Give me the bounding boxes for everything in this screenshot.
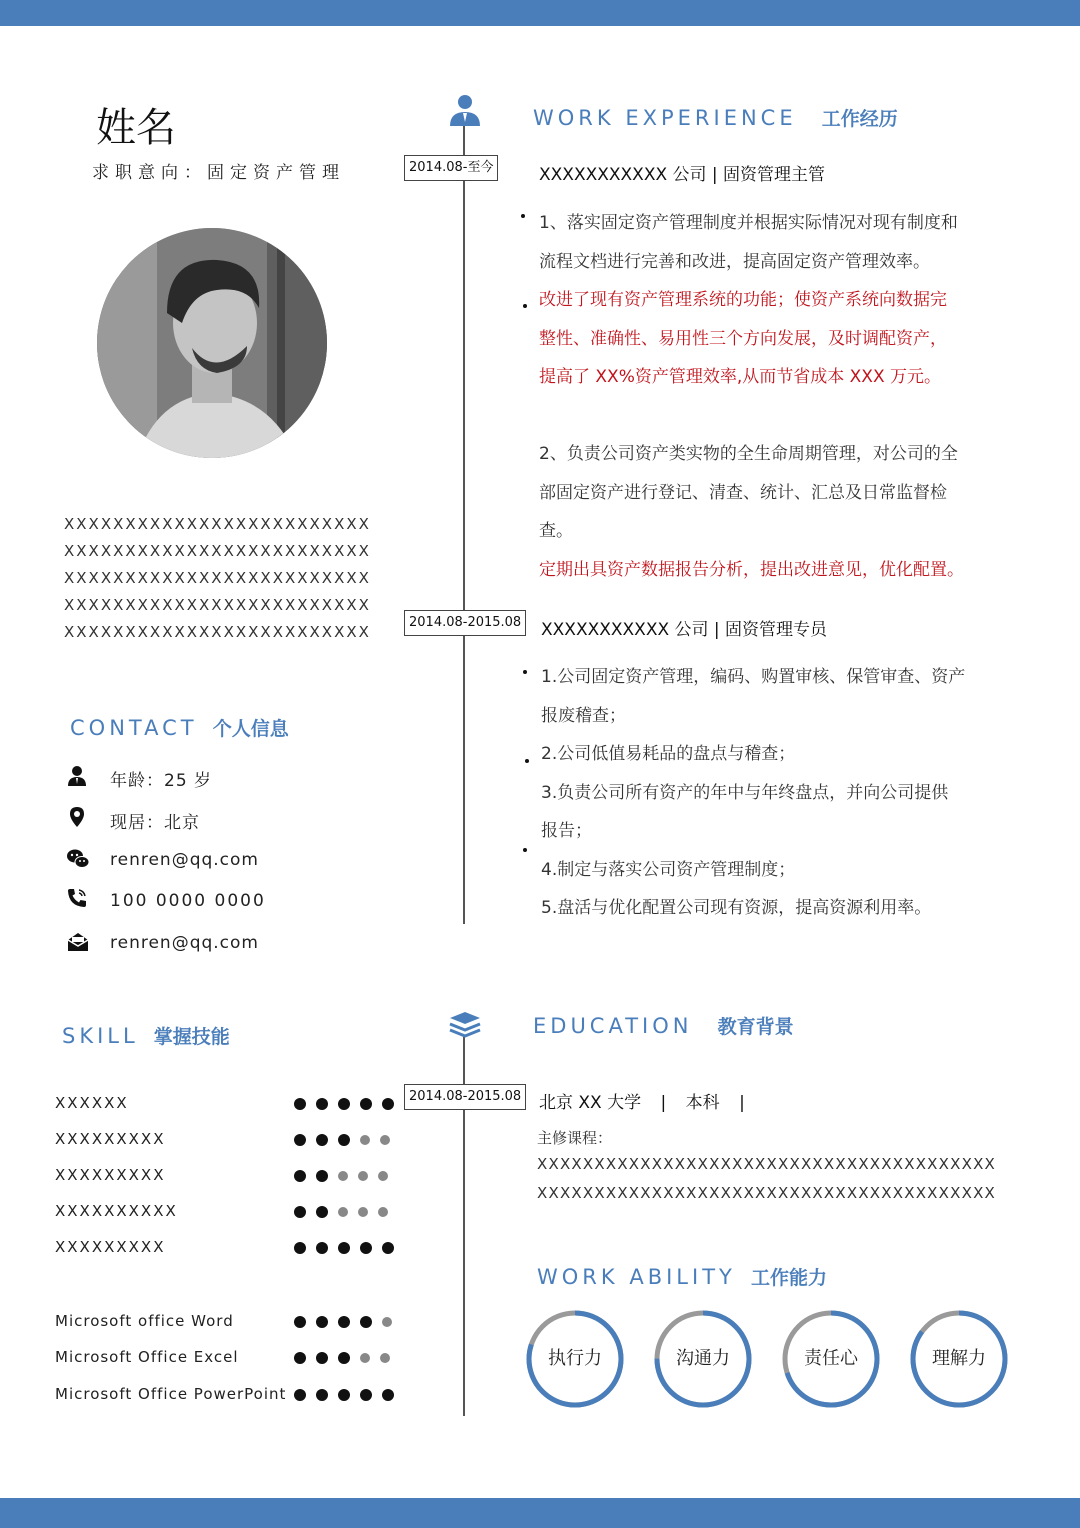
skill-label: XXXXXXXXXX (55, 1202, 178, 1220)
contact-email[interactable]: renren@qq.com (110, 933, 259, 953)
skill-dot-filled (294, 1098, 306, 1110)
skill-dot-filled (294, 1316, 306, 1328)
books-icon (447, 1010, 483, 1044)
bottom-bar (0, 1498, 1080, 1528)
skill-rating (294, 1242, 394, 1254)
top-bar (0, 0, 1080, 26)
ability-title-cn: 工作能力 (750, 1267, 827, 1289)
skill-dot-filled (294, 1206, 306, 1218)
bullet (523, 848, 527, 852)
education-date: 2014.08-2015.08 (404, 1084, 526, 1110)
skill-title-cn: 掌握技能 (153, 1026, 230, 1048)
skill-dot-empty (382, 1317, 392, 1327)
skill-dot-empty (358, 1207, 368, 1217)
work-title-en: WORK EXPERIENCE (533, 106, 797, 130)
summary-line: XXXXXXXXXXXXXXXXXXXXXXXXX (64, 569, 371, 587)
skill-dot-empty (360, 1135, 370, 1145)
skill-dot-filled (316, 1098, 328, 1110)
job-1-line: 查。 (539, 521, 573, 541)
skill-dot-filled (316, 1352, 328, 1364)
ability-title-en: WORK ABILITY (537, 1265, 736, 1289)
skill-dot-empty (378, 1207, 388, 1217)
bullet (523, 670, 527, 674)
job-intent: 求职意向：固定资产管理 (92, 163, 345, 183)
job-2-line: 5.盘活与优化配置公司现有资源，提高资源利用率。 (541, 898, 932, 918)
job-date-1: 2014.08-至今 (404, 155, 498, 181)
skill-dot-empty (358, 1171, 368, 1181)
skill-dot-filled (360, 1242, 372, 1254)
spacer (539, 397, 1019, 436)
ability-label: 执行力 (548, 1348, 602, 1369)
education-title-cn: 教育背景 (717, 1016, 794, 1038)
job-title-2: XXXXXXXXXXX 公司 | 固资管理专员 (541, 620, 828, 640)
ability-heading (537, 1263, 827, 1290)
summary-line: XXXXXXXXXXXXXXXXXXXXXXXXX (64, 623, 371, 641)
skill-dot-filled (316, 1134, 328, 1146)
skill-dot-filled (360, 1389, 372, 1401)
job-1-line: 2、负责公司资产类实物的全生命周期管理，对公司的全 (539, 444, 958, 464)
education-degree: 本科 (685, 1093, 720, 1113)
education-title-en: EDUCATION (533, 1014, 693, 1038)
separator: | (660, 1093, 667, 1113)
ability-ring (526, 1310, 624, 1408)
job-2-line: 4.制定与落实公司资产管理制度； (541, 859, 796, 880)
education-summary (539, 1088, 745, 1113)
bullet (521, 214, 525, 218)
profile-photo (97, 228, 327, 458)
skill-heading (62, 1022, 230, 1049)
ability-label: 理解力 (932, 1348, 986, 1369)
skill-dot-filled (316, 1316, 328, 1328)
course-label: 主修课程： (537, 1129, 613, 1147)
job-1-line: 部固定资产进行登记、清查、统计、汇总及日常监督检 (539, 482, 947, 503)
contact-age: 年龄：25 岁 (110, 771, 213, 791)
skill-dot-filled (382, 1098, 394, 1110)
skill-dot-filled (338, 1098, 350, 1110)
wechat-icon (66, 848, 88, 870)
skill-dot-filled (294, 1242, 306, 1254)
job-2-line: 3.负责公司所有资产的年中与年终盘点，并向公司提供 (541, 782, 949, 803)
skill-dot-filled (338, 1389, 350, 1401)
job-1-highlight: 改进了现有资产管理系统的功能；使资产系统向数据完 (539, 290, 947, 310)
contact-wechat[interactable]: renren@qq.com (110, 850, 259, 870)
job-2-line: 2.公司低值易耗品的盘点与稽查； (541, 744, 796, 764)
education-school: 北京 XX 大学 (539, 1093, 642, 1113)
ability-label: 沟通力 (676, 1348, 730, 1369)
skill-dot-filled (316, 1242, 328, 1254)
contact-title-cn: 个人信息 (212, 718, 289, 740)
mail-icon (66, 932, 88, 954)
skill-dot-empty (380, 1353, 390, 1363)
skill-label: XXXXXXXXX (55, 1130, 166, 1148)
contact-location: 现居：北京 (110, 813, 200, 833)
job-2-line: 1.公司固定资产管理，编码、购置审核、保管审查、资产 (541, 667, 966, 687)
skill-label: Microsoft Office PowerPoint (55, 1385, 287, 1403)
job-1-highlight: 定期出具资产数据报告分析，提出改进意见，优化配置。 (539, 559, 964, 580)
separator: | (739, 1093, 745, 1113)
person-icon (66, 765, 88, 787)
skill-rating (294, 1134, 390, 1146)
work-person-icon (447, 92, 483, 132)
skill-title-en: SKILL (62, 1024, 139, 1048)
skill-dot-filled (338, 1242, 350, 1254)
job-1-line: 1、落实固定资产管理制度并根据实际情况对现有制度和 (539, 213, 958, 233)
skill-dot-filled (294, 1389, 306, 1401)
skill-dot-filled (294, 1170, 306, 1182)
skill-label: XXXXXX (55, 1094, 129, 1112)
job-date-2: 2014.08-2015.08 (404, 610, 526, 636)
ability-ring (654, 1310, 752, 1408)
skill-label: Microsoft Office Excel (55, 1348, 239, 1366)
bullet (523, 304, 527, 308)
skill-label: Microsoft office Word (55, 1312, 234, 1330)
summary-line: XXXXXXXXXXXXXXXXXXXXXXXXX (64, 515, 371, 533)
job-1-highlight: 提高了 XX%资产管理效率,从而节省成本 XXX 万元。 (539, 367, 941, 387)
ability-ring (910, 1310, 1008, 1408)
skill-dot-filled (316, 1389, 328, 1401)
course-line: XXXXXXXXXXXXXXXXXXXXXXXXXXXXXXXXXXXXXXXX (537, 1184, 997, 1202)
job-2-description (541, 658, 1021, 928)
skill-rating (294, 1389, 394, 1401)
skill-label: XXXXXXXXX (55, 1166, 166, 1184)
skill-rating (294, 1352, 390, 1364)
skill-dot-empty (338, 1207, 348, 1217)
education-heading (533, 1012, 794, 1039)
skill-dot-empty (380, 1135, 390, 1145)
skill-rating (294, 1316, 392, 1328)
summary-line: XXXXXXXXXXXXXXXXXXXXXXXXX (64, 596, 371, 614)
job-2-line: 报告； (541, 821, 592, 841)
job-2-line: 报废稽查； (541, 705, 626, 726)
skill-dot-filled (338, 1352, 350, 1364)
work-heading (533, 104, 898, 131)
skill-dot-empty (378, 1171, 388, 1181)
ability-ring (782, 1310, 880, 1408)
skill-dot-filled (382, 1242, 394, 1254)
skill-label: XXXXXXXXX (55, 1238, 166, 1256)
contact-phone[interactable]: 100 0000 0000 (110, 891, 266, 911)
contact-title-en: CONTACT (70, 716, 198, 740)
bullet (525, 759, 529, 763)
skill-dot-filled (338, 1134, 350, 1146)
skill-dot-filled (360, 1098, 372, 1110)
job-1-line: 流程文档进行完善和改进，提高固定资产管理效率。 (539, 251, 930, 272)
skill-dot-filled (360, 1316, 372, 1328)
course-line: XXXXXXXXXXXXXXXXXXXXXXXXXXXXXXXXXXXXXXXX (537, 1155, 997, 1173)
skill-dot-filled (338, 1316, 350, 1328)
location-pin-icon (66, 806, 88, 828)
skill-dot-empty (360, 1353, 370, 1363)
timeline-line (463, 126, 465, 924)
skill-dot-filled (316, 1206, 328, 1218)
job-1-highlight: 整性、准确性、易用性三个方向发展，及时调配资产， (539, 328, 947, 349)
contact-heading (70, 714, 289, 741)
skill-dot-empty (338, 1171, 348, 1181)
skill-rating (294, 1206, 388, 1218)
work-title-cn: 工作经历 (821, 108, 898, 130)
summary-line: XXXXXXXXXXXXXXXXXXXXXXXXX (64, 542, 371, 560)
skill-dot-filled (294, 1134, 306, 1146)
skill-dot-filled (382, 1389, 394, 1401)
skill-rating (294, 1170, 388, 1182)
ability-label: 责任心 (804, 1348, 858, 1369)
job-1-description (539, 204, 1019, 589)
page-title: 姓名 (96, 105, 176, 151)
phone-icon (66, 887, 88, 909)
skill-dot-filled (316, 1170, 328, 1182)
job-title-1: XXXXXXXXXXX 公司 | 固资管理主管 (539, 165, 826, 185)
skill-dot-filled (294, 1352, 306, 1364)
skill-rating (294, 1098, 394, 1110)
